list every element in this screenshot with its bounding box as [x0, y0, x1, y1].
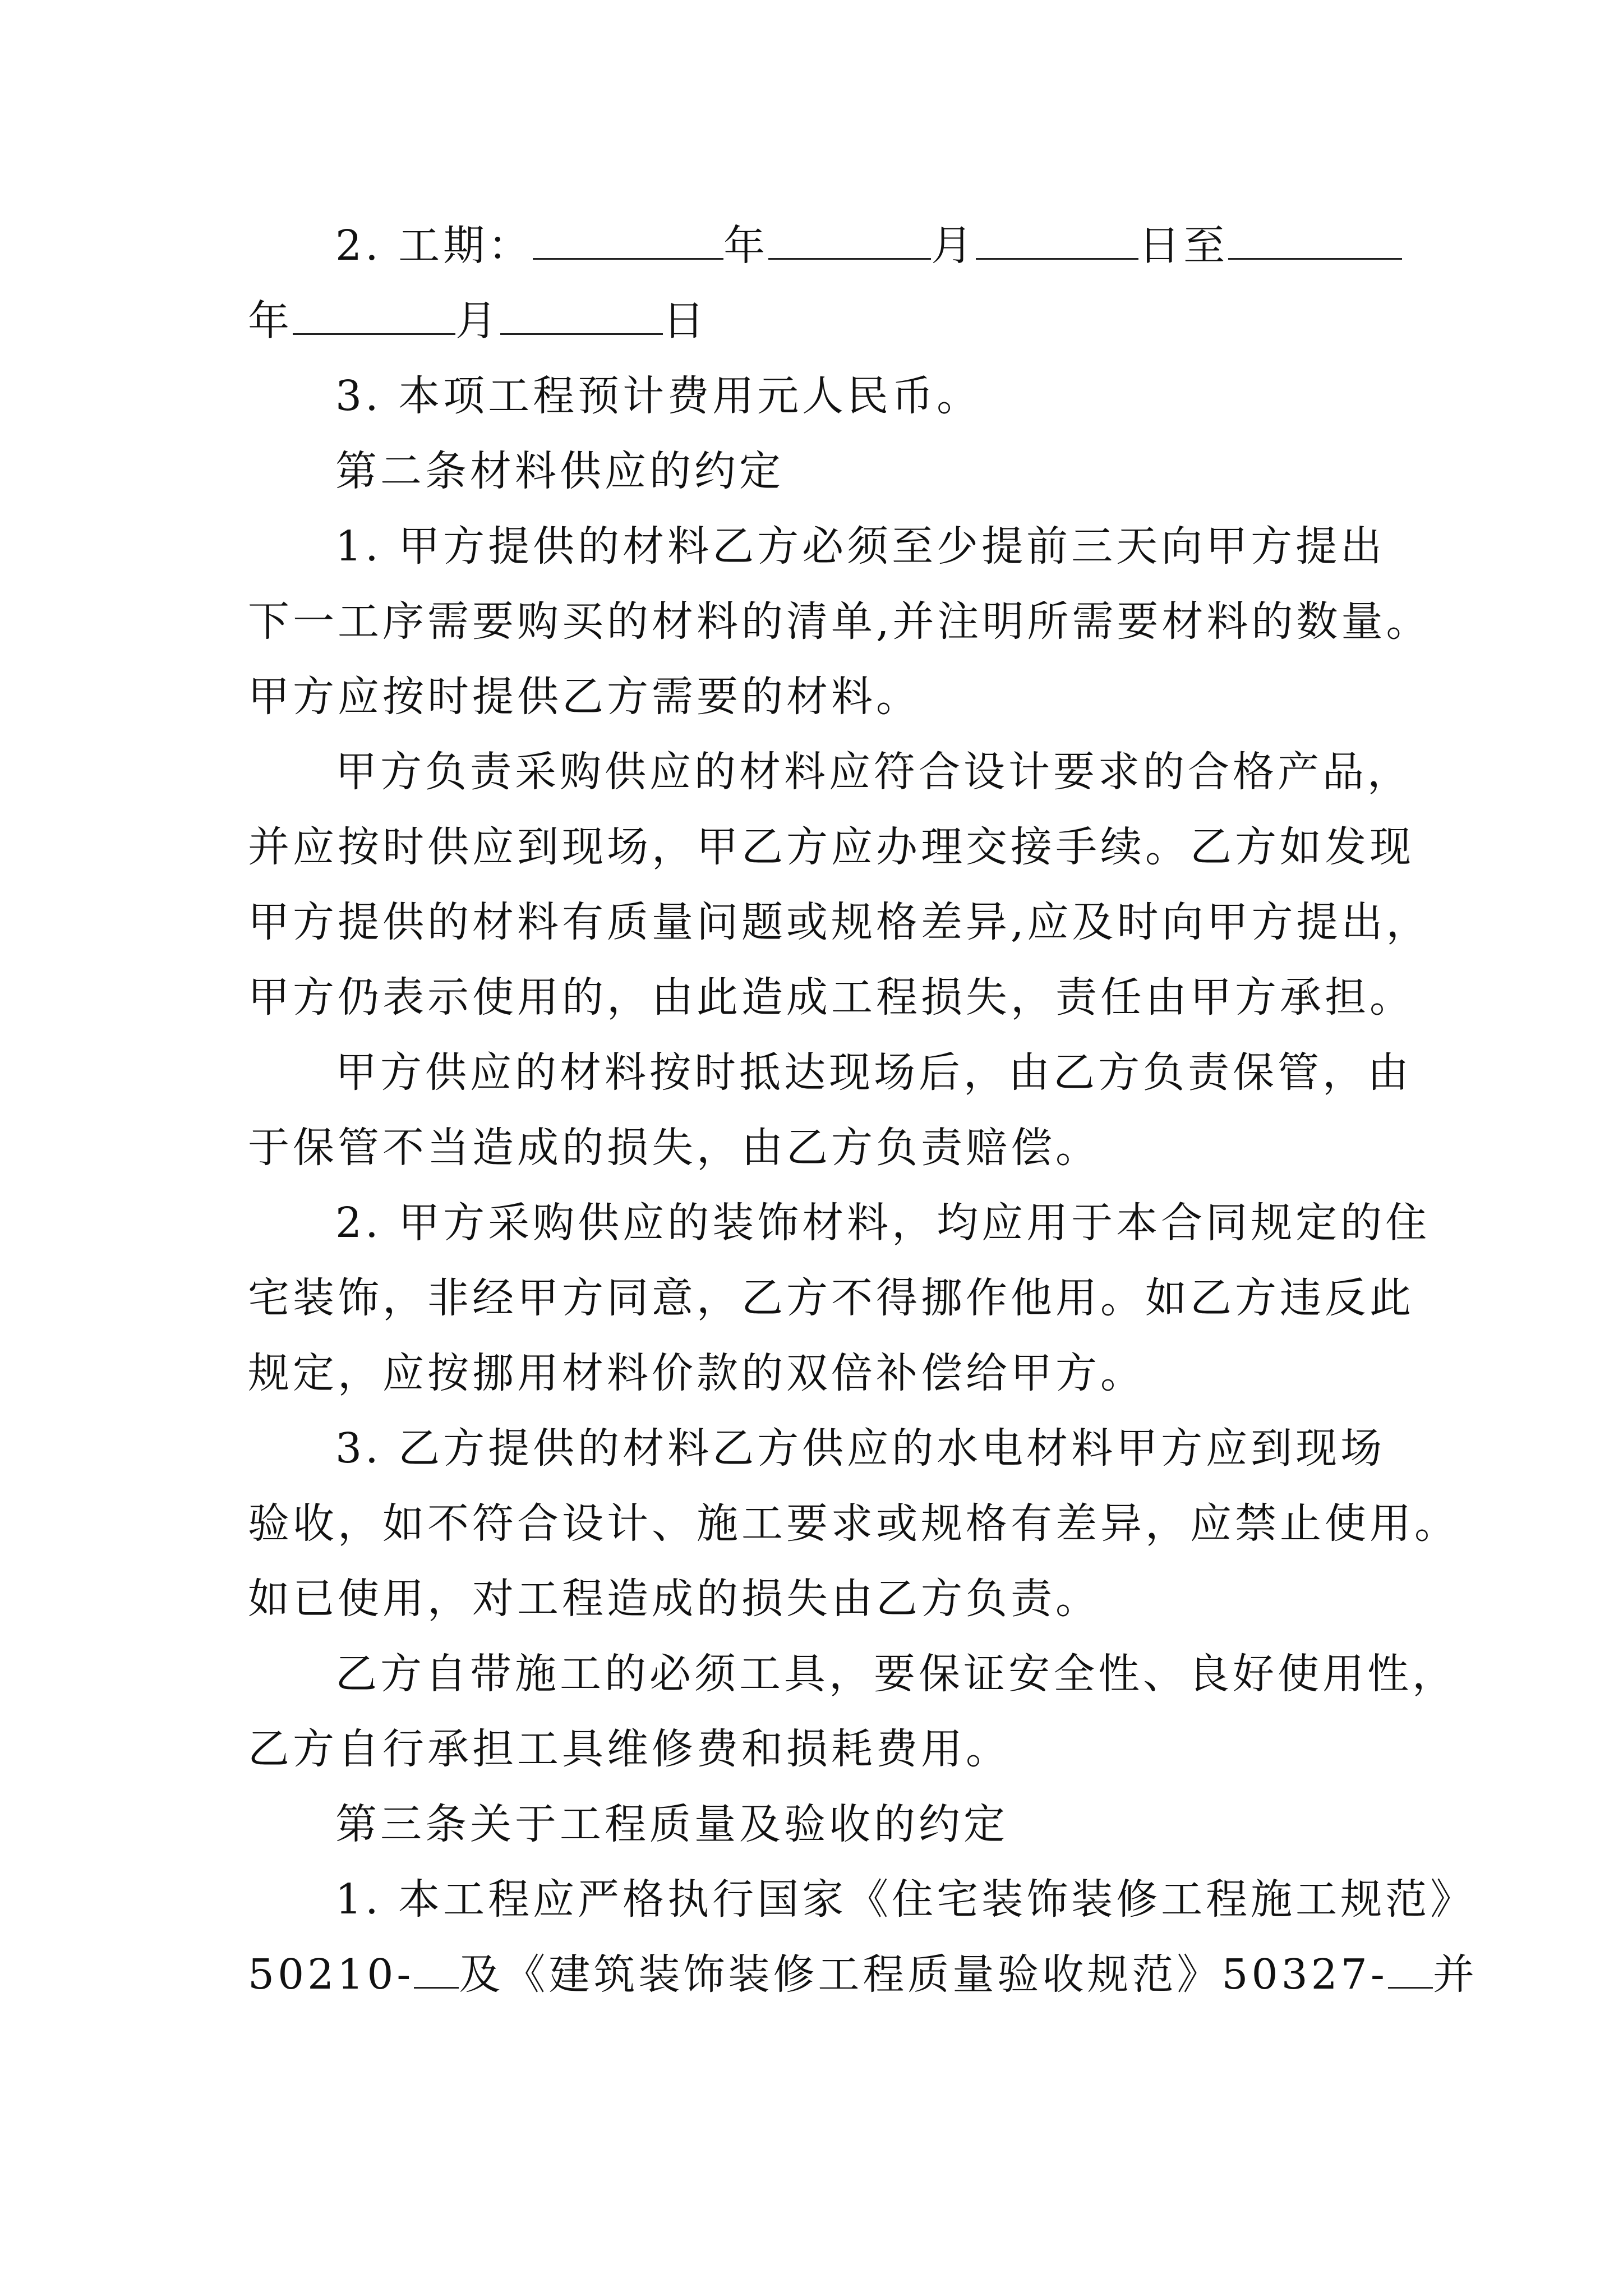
paragraph-line: 乙方自带施工的必须工具，要保证安全性、良好使用性，: [335, 1650, 1457, 1698]
start-month-blank[interactable]: [768, 219, 931, 260]
standard-year-blank[interactable]: [414, 1948, 459, 1989]
paragraph-line: 验收，如不符合设计、施工要求或规格有差异，应禁止使用。: [248, 1499, 1459, 1548]
paragraph-line: 1. 甲方提供的材料乙方必须至少提前三天向甲方提出: [335, 522, 1386, 570]
paragraph-line: 甲方提供的材料有质量问题或规格差异,应及时向甲方提出，: [248, 898, 1431, 946]
acceptance-standard-text: 及《建筑装饰装修工程质量验收规范》50327-: [459, 1950, 1388, 1999]
day-label: 日: [663, 297, 708, 345]
paragraph-line: 规定，应按挪用材料价款的双倍补偿给甲方。: [248, 1349, 1145, 1397]
paragraph-line: 甲方应按时提供乙方需要的材料。: [248, 673, 921, 721]
section-heading: 第三条关于工程质量及验收的约定: [335, 1800, 1008, 1848]
start-year-blank[interactable]: [533, 219, 723, 260]
paragraph-line: 2. 甲方采购供应的装饰材料，均应用于本合同规定的住: [335, 1199, 1431, 1247]
standard-code-50210: 50210-: [248, 1950, 414, 1999]
standard-year-blank[interactable]: [1388, 1948, 1433, 1989]
paragraph-line: 如已使用，对工程造成的损失由乙方负责。: [248, 1575, 1100, 1623]
end-month-blank[interactable]: [293, 294, 455, 335]
end-year-blank[interactable]: [1228, 219, 1402, 260]
duration-line-start: [335, 218, 1402, 274]
month-label: 月: [455, 297, 500, 345]
paragraph-line: 3. 本项工程预计费用元人民币。: [335, 372, 982, 420]
start-day-blank[interactable]: [976, 219, 1138, 260]
paragraph-line: 甲方仍表示使用的，由此造成工程损失，责任由甲方承担。: [248, 973, 1414, 1022]
paragraph-line: 甲方负责采购供应的材料应符合设计要求的合格产品，: [335, 748, 1412, 796]
day-to-label: 日至: [1138, 222, 1229, 270]
paragraph-line: 乙方自行承担工具维修费和损耗费用。: [248, 1725, 1011, 1773]
paragraph-line: 下一工序需要购买的材料的清单,并注明所需要材料的数量。: [248, 597, 1431, 646]
and-label: 并: [1432, 1950, 1478, 1999]
paragraph-line: 甲方供应的材料按时抵达现场后，由乙方负责保管，由: [335, 1048, 1412, 1097]
month-label: 月: [931, 222, 976, 270]
end-day-blank[interactable]: [500, 294, 663, 335]
paragraph-line: 并应按时供应到现场，甲乙方应办理交接手续。乙方如发现: [248, 823, 1414, 871]
paragraph-line: 1. 本工程应严格执行国家《住宅装饰装修工程施工规范》: [335, 1875, 1476, 1924]
year-label: 年: [248, 297, 293, 345]
paragraph-line: 宅装饰，非经甲方同意，乙方不得挪作他用。如乙方违反此: [248, 1274, 1414, 1322]
year-label: 年: [723, 222, 769, 270]
standards-line: [248, 1947, 1478, 2003]
duration-label: 2. 工期：: [335, 222, 533, 270]
section-heading: 第二条材料供应的约定: [335, 447, 784, 495]
paragraph-line: 于保管不当造成的损失，由乙方负责赔偿。: [248, 1124, 1100, 1172]
duration-line-end: [248, 293, 708, 349]
paragraph-line: 3. 乙方提供的材料乙方供应的水电材料甲方应到现场: [335, 1424, 1386, 1473]
